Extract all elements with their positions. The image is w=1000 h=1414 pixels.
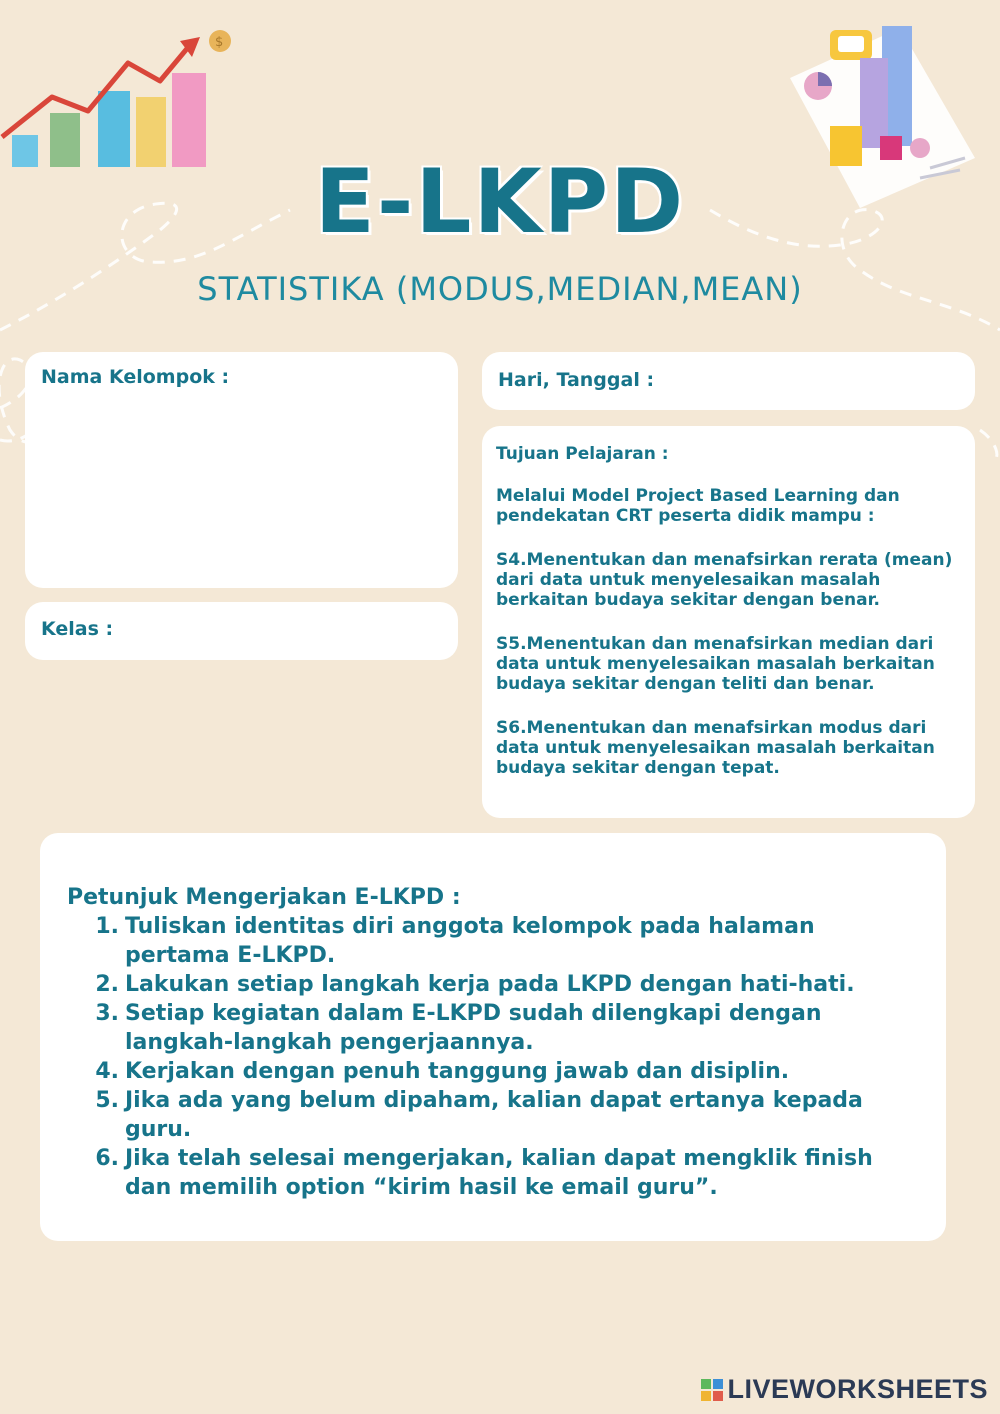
step-number: 1.	[95, 914, 119, 939]
step-number: 2.	[95, 972, 119, 997]
list-item	[67, 1144, 918, 1202]
liveworksheets-logo-icon	[701, 1379, 723, 1401]
svg-text:$: $	[215, 35, 224, 50]
tujuan-s6: S6.Menentukan dan menafsirkan modus dari data untuk menyelesaikan masalah berkaitan budaya sekitar dengan tepat.	[496, 718, 935, 778]
kelas-field[interactable]	[25, 602, 458, 660]
step-text: Jika ada yang belum dipaham, kalian dapat ertanya kepada guru.	[125, 1088, 863, 1142]
step-number: 5.	[95, 1088, 119, 1113]
tujuan-s4: S4.Menentukan dan menafsirkan rerata (mean) dari data untuk menyelesaikan masalah berkaitan budaya sekitar dengan benar.	[496, 550, 953, 610]
page-subtitle: STATISTIKA (MODUS,MEDIAN,MEAN)	[197, 270, 803, 308]
step-text: Setiap kegiatan dalam E-LKPD sudah dilengkapi dengan langkah-langkah pengerjaannya.	[125, 1001, 822, 1055]
list-item	[67, 912, 918, 970]
list-item	[67, 1057, 918, 1086]
petunjuk-list	[67, 912, 918, 1202]
step-number: 4.	[95, 1059, 119, 1084]
step-text: Tuliskan identitas diri anggota kelompok pada halaman pertama E-LKPD.	[125, 914, 815, 968]
step-text: Kerjakan dengan penuh tanggung jawab dan disiplin.	[125, 1059, 790, 1084]
tujuan-pelajaran-card	[482, 426, 975, 818]
tujuan-label: Tujuan Pelajaran :	[496, 444, 669, 464]
brand-text: LIVEWORKSHEETS	[727, 1374, 988, 1404]
tujuan-intro: Melalui Model Project Based Learning dan pendekatan CRT peserta didik mampu :	[496, 486, 900, 526]
nama-kelompok-field[interactable]	[25, 352, 458, 588]
petunjuk-card	[40, 833, 946, 1241]
list-item	[67, 970, 918, 999]
nama-kelompok-label: Nama Kelompok :	[41, 366, 230, 388]
page-title: E-LKPD	[314, 150, 686, 253]
list-item	[67, 999, 918, 1057]
list-item	[67, 1086, 918, 1144]
liveworksheets-brand[interactable]	[701, 1374, 988, 1405]
tujuan-s5: S5.Menentukan dan menafsirkan median dari data untuk menyelesaikan masalah berkaitan budaya sekitar dengan teliti dan benar.	[496, 634, 935, 694]
step-text: Lakukan setiap langkah kerja pada LKPD dengan hati-hati.	[125, 972, 855, 997]
petunjuk-label: Petunjuk Mengerjakan E-LKPD :	[67, 885, 461, 910]
step-number: 3.	[95, 1001, 119, 1026]
hari-tanggal-field[interactable]	[482, 352, 975, 410]
hari-tanggal-label: Hari, Tanggal :	[498, 369, 655, 391]
step-number: 6.	[95, 1146, 119, 1171]
step-text: Jika telah selesai mengerjakan, kalian dapat mengklik finish dan memilih option “kirim hasil ke email guru”.	[125, 1146, 873, 1200]
kelas-label: Kelas :	[41, 618, 114, 640]
